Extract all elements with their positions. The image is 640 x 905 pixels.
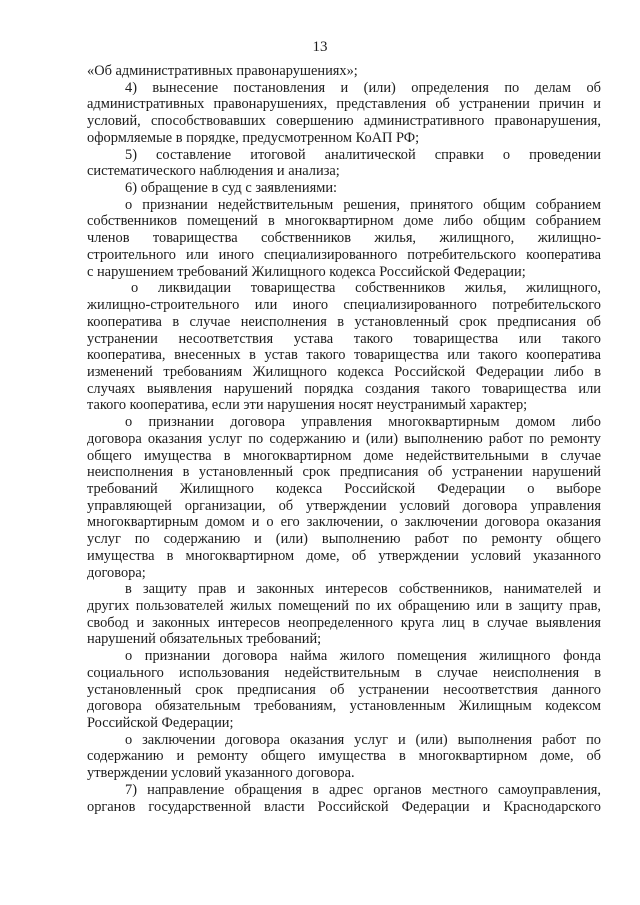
text-line: социального использования недействительным в случае неисполнения в [87,664,601,681]
text-line: строительного или иного специализированного потребительского кооператива [87,246,601,263]
text-line: установленный срок предписания об устранении несоответствия данного [87,681,601,698]
text-line: оформляемые в порядке, предусмотренном КоАП РФ; [87,129,420,146]
text-line: собственников помещений в многоквартирном доме либо общим собранием [87,213,601,230]
text-line: такого кооператива, если эти нарушения носят неустранимый характер; [87,397,528,414]
text-line: «Об административных правонарушениях»; [87,63,358,79]
text-line: свобод и законных интересов неопределенного круга лиц в случае выявления [87,614,601,631]
text-line: устранении несоответствия устава такого товарищества или такого [87,330,601,347]
text-line: общего имущества в многоквартирном доме недействительными в случае [87,447,601,464]
text-line: Российской Федерации; [87,715,234,732]
text-line: жилищно-строительного или иного специализированного потребительского [87,297,601,314]
text-line: многоквартирным домом и о его заключении, о заключении договора оказания [87,514,601,531]
text-line: договора оказания услуг по содержанию и (или) выполнению работ по ремонту [87,430,601,447]
text-line: условий, способствовавших совершению административного правонарушения, [87,113,601,130]
text-line: управляющей организации, об утверждении условий договора управления [87,497,601,514]
text-line: о заключении договора оказания услуг и (или) выполнения работ по [125,731,601,748]
text-line: в защиту прав и законных интересов собственников, нанимателей и [125,581,601,598]
text-line: утверждении условий указанного договора. [87,765,355,782]
text-line: 7) направление обращения в адрес органов местного самоуправления, [125,781,601,798]
text-line: членов товарищества собственников жилья, жилищного, жилищно- [87,230,601,247]
text-line: о признании договора найма жилого помещения жилищного фонда [125,648,601,665]
text-line: других пользователей жилых помещений по их обращению или в защиту прав, [87,598,601,614]
text-line: услуг по содержанию и (или) выполнению работ по ремонту общего [87,531,601,548]
text-line: о признании договора управления многоквартирным домом либо [125,414,601,431]
text-line: с нарушением требований Жилищного кодекса Российской Федерации; [87,263,526,280]
text-line: договора обязательным требованиям, установленным Жилищным кодексом [87,698,601,715]
text-line: кооператива в случае неисполнения в установленный срок предписания об [87,313,601,330]
page-number: 13 [312,39,328,55]
text-line: 6) обращение в суд с заявлениями: [125,180,338,197]
text-line: о признании недействительным решения, принятого общим собранием [125,196,601,213]
text-line: о ликвидации товарищества собственников жилья, жилищного, [131,280,601,297]
text-line: административных правонарушениях, представления об устранении причин и [87,96,601,113]
text-line: договора; [87,564,146,581]
text-line: кооператива, внесенных в устав такого товарищества или такого кооператива [87,347,601,364]
document-body [87,63,601,815]
text-line: 4) вынесение постановления и (или) определения по делам об [125,79,601,96]
text-line: органов государственной власти Российской Федерации и Краснодарского [87,798,601,815]
text-line: содержанию и ремонту общего имущества в многоквартирном доме, об [87,748,601,765]
text-line: случаях выявления нарушений порядка создания такого товарищества или [87,380,601,397]
text-line: неисполнения в установленный срок предписания об устранении нарушений [87,464,601,481]
text-line: нарушений обязательных требований; [87,631,322,648]
text-line: изменений требованиям Жилищного кодекса Российской Федерации либо в [87,363,601,380]
text-line: систематического наблюдения и анализа; [87,163,340,180]
text-line: 5) составление итоговой аналитической справки о проведении [125,146,601,163]
text-line: имущества в многоквартирном доме, об утверждении условий указанного [87,547,601,564]
text-line: требований Жилищного кодекса Российской Федерации о выборе [87,480,601,497]
